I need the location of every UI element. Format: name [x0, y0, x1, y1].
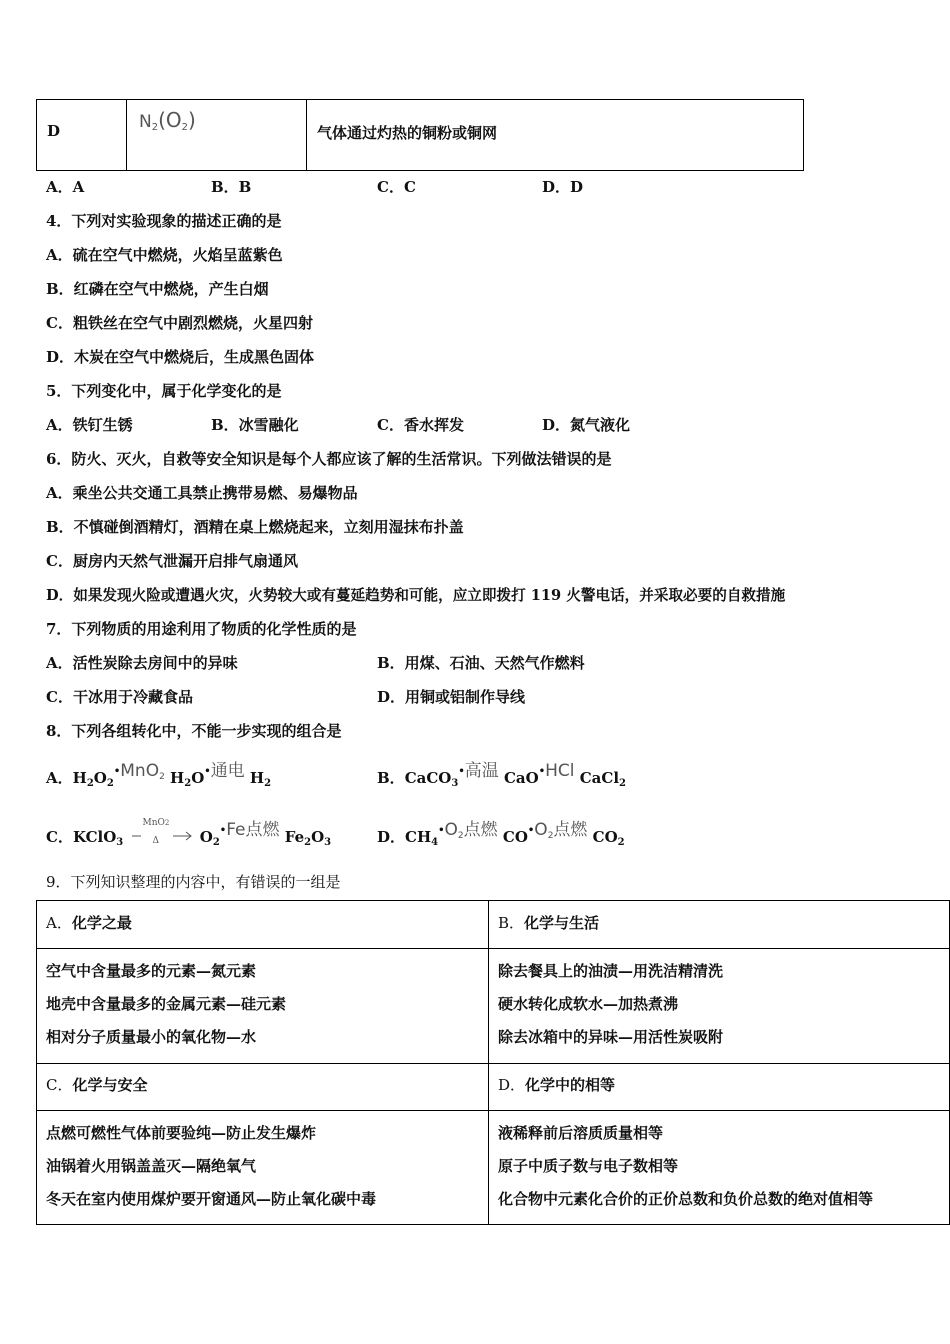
top-table-col-divider-2 [306, 100, 307, 170]
q4-stem: 4．下列对实验现象的描述正确的是 [46, 212, 282, 230]
table-divider-3 [37, 1110, 949, 1111]
table-divider-2 [37, 1063, 949, 1064]
q8-option-b[interactable]: B．CaCO$_3$•高温 CaO•HCl CaCl$_2$ [377, 761, 626, 789]
table-b-item: 硬水转化成软水—加热煮沸 [498, 995, 679, 1013]
q3-option-b[interactable]: B．B [211, 178, 252, 196]
q5-option-a[interactable]: A．铁钉生锈 [46, 416, 133, 434]
q9-stem: 9．下列知识整理的内容中，有错误的一组是 [46, 873, 341, 891]
q7-stem: 7．下列物质的用途利用了物质的化学性质的是 [46, 620, 357, 638]
table-c-item: 油锅着火用锅盖盖灭—隔绝氧气 [46, 1157, 257, 1175]
table-header-c[interactable]: C．化学与安全 [46, 1076, 148, 1094]
reaction-arrow-icon: MnO2 Δ [129, 824, 195, 844]
table-d-item: 液稀释前后溶质质量相等 [498, 1124, 664, 1142]
q7-option-b[interactable]: B．用煤、石油、天然气作燃料 [377, 654, 585, 672]
q6-option-a[interactable]: A．乘坐公共交通工具禁止携带易燃、易爆物品 [46, 484, 358, 502]
table-c-item: 点燃可燃性气体前要验纯—防止发生爆炸 [46, 1124, 317, 1142]
table-divider-1 [37, 948, 949, 949]
q6-option-d[interactable]: D．如果发现火险或遭遇火灾，火势较大或有蔓延趋势和可能，应立即拨打 119 火警电话，并采取必要的自救措施 [46, 587, 786, 604]
table-header-b[interactable]: B．化学与生活 [498, 914, 600, 932]
q3-option-c[interactable]: C．C [377, 178, 416, 196]
q8-stem: 8．下列各组转化中，不能一步实现的组合是 [46, 722, 342, 740]
table-header-d[interactable]: D．化学中的相等 [498, 1076, 616, 1094]
table-b-item: 除去冰箱中的异味—用活性炭吸附 [498, 1028, 724, 1046]
table-d-item: 化合物中元素化合价的正价总数和负价总数的绝对值相等 [498, 1190, 874, 1208]
table-a-item: 地壳中含量最多的金属元素—硅元素 [46, 995, 287, 1013]
top-table [36, 99, 804, 171]
q6-option-c[interactable]: C．厨房内天然气泄漏开启排气扇通风 [46, 552, 298, 570]
q7-option-a[interactable]: A．活性炭除去房间中的异味 [46, 654, 238, 672]
q3-option-a[interactable]: A．A [46, 178, 85, 196]
table-d-item: 原子中质子数与电子数相等 [498, 1157, 679, 1175]
table-c-item: 冬天在室内使用煤炉要开窗通风—防止氧化碳中毒 [46, 1190, 377, 1208]
q5-option-b[interactable]: B．冰雪融化 [211, 416, 299, 434]
q5-stem: 5．下列变化中，属于化学变化的是 [46, 382, 282, 400]
q5-option-d[interactable]: D．氮气液化 [542, 416, 631, 434]
q5-option-c[interactable]: C．香水挥发 [377, 416, 464, 434]
q7-option-c[interactable]: C．干冰用于冷藏食品 [46, 688, 193, 706]
q7-option-d[interactable]: D．用铜或铝制作导线 [377, 688, 526, 706]
q8-option-a[interactable]: A．$H_2O_2^•MnO_2$ $H_2O^•$通电 $H_2$ [46, 761, 272, 789]
q6-stem: 6．防火、灭火，自救等安全知识是每个人都应该了解的生活常识。下列做法错误的是 [46, 450, 612, 468]
q3-option-d[interactable]: D．D [542, 178, 584, 196]
top-table-substance: $N_2(O_2)$ [139, 108, 196, 133]
table-a-item: 相对分子质量最小的氧化物—水 [46, 1028, 257, 1046]
table-header-a[interactable]: A．化学之最 [46, 914, 132, 932]
q4-option-a[interactable]: A．硫在空气中燃烧，火焰呈蓝紫色 [46, 246, 283, 264]
table-b-item: 除去餐具上的油渍—用洗洁精清洗 [498, 962, 724, 980]
table-a-item: 空气中含量最多的元素—氮元素 [46, 962, 257, 980]
top-table-row-label: D [47, 122, 61, 140]
top-table-col-divider-1 [126, 100, 127, 170]
q9-knowledge-table [36, 900, 950, 1225]
q8-option-d[interactable]: D．$CH_4^•O_2$点燃 $CO^•O_2$点燃 $CO_2$ [377, 820, 625, 848]
q6-option-b[interactable]: B．不慎碰倒酒精灯，酒精在桌上燃烧起来，立刻用湿抹布扑盖 [46, 518, 464, 536]
q4-option-d[interactable]: D．木炭在空气中燃烧后，生成黑色固体 [46, 348, 315, 366]
q8-option-c[interactable]: C．KClO$_3$ MnO2 Δ $O_2^•Fe$点燃 $Fe_2O_3$ [46, 818, 332, 848]
q4-option-b[interactable]: B．红磷在空气中燃烧，产生白烟 [46, 280, 269, 298]
q4-option-c[interactable]: C．粗铁丝在空气中剧烈燃烧，火星四射 [46, 314, 313, 332]
top-table-method: 气体通过灼热的铜粉或铜网 [317, 124, 498, 142]
